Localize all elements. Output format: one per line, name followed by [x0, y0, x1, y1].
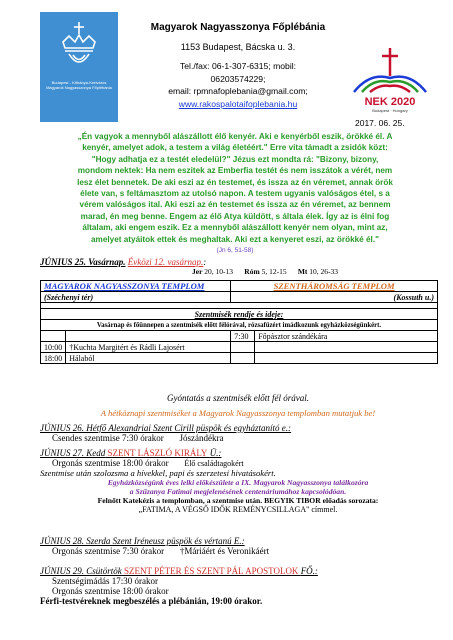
notes [40, 393, 436, 418]
verse-line: általam, aki engem eszik. Ez a mennyből alászállott kenyér nem olyan, mint az, [82, 223, 388, 233]
day-title: JÚNIUS 26. Hétfő Alexandriai Szent Cirill püspök és egyháztanító e.: [40, 423, 292, 433]
parish-header [128, 22, 348, 110]
table-row: 7:30 Főpásztor szándékára [41, 331, 438, 342]
nek-title: NEK 2020 [364, 96, 416, 108]
note-line: „FATIMA, A VÉGSŐ IDŐK REMÉNYCSILLAGA" címmel. [138, 505, 338, 514]
table-row: 18:00 Hálaból [41, 353, 438, 364]
weekday-note: A hétköznapi szentmiséket a Magyarok Nagyasszonya templomban mutatjuk be! [100, 408, 376, 418]
mass-line: Orgonás szentmise 7:30 órakor †Máriáért és Veronikáért [52, 546, 270, 556]
verse-line: marad, én meg benne. Engem az élő Atya küldött, s általa élek. Így az is élni fog [80, 211, 390, 221]
schedule-table-wrap [40, 280, 436, 364]
verse-line: vérem valóságos ital. Aki eszi az én testemet és issza az én véremet, az bennem [79, 200, 391, 210]
day-june-26 [40, 423, 436, 443]
verse-line: "Hogy adhatja ez a testét eledelül?" Jézus ezt mondta rá: "Bizony, bizony, [91, 154, 379, 164]
church-left: MAGYAROK NAGYASSZONYA TEMPLOM [41, 281, 231, 292]
order-title: Szentmisék rendje és ideje: [41, 309, 438, 320]
day-title: JÚNIUS 29. Csütörtök SZENT PÉTER ÉS SZENT PÁL APOSTOLOK FŐ.: [40, 566, 318, 576]
phone-line: Tel./fax: 06-1-307-6315; mobil: [179, 61, 297, 71]
bulletin-date: 2017. 06. 25. [355, 118, 405, 128]
parish-address: 1153 Budapest, Bácska u. 3. [180, 42, 296, 52]
table-row: 10:00 †Kuchta Margitért és Rádli Lajosért [41, 342, 438, 353]
verse-line: amelyet atyáitok ettek és meghaltak. Aki ezt a kenyeret eszi, az örökké él." [90, 234, 379, 244]
day-title: JÚNIUS 27. Kedd SZENT LÁSZLÓ KIRÁLY Ü.: [40, 448, 222, 458]
mass-line: Szentségimádás 17:30 órakor [52, 576, 158, 586]
rosary-note: Vasárnap és főünnepen a szentmisék előtt félórával, rózsafüzért imádkozunk egyházközségünkért. [41, 320, 438, 331]
verse-line: lesz élet bennetek. De aki eszi az én testemet, és issza az én véremet, annak örök [77, 177, 393, 187]
mass-schedule-table [40, 280, 438, 364]
note-line: Egyházközségünk éves lelki előkészülete a IX. Magyarok Nagyasszonya találkozóra [107, 478, 369, 487]
day-title: JÚNIUS 28. Szerda Szent Iréneusz püspök és vértanú E.: [40, 536, 245, 546]
note-line: Felnőtt Katekézis a templomban, a szentmise után. BEGYIK TIBOR előadás sorozata: [97, 496, 379, 505]
sunday-feast: Évközi 12. vasárnap. [127, 257, 204, 267]
mass-line: Orgonás szentmise 18:00 órakor [52, 586, 169, 596]
day-june-28 [40, 536, 436, 556]
parish-logo [40, 12, 118, 122]
church-right: SZENTHÁROMSÁG TEMPLOM [231, 281, 438, 292]
note-line: a Szűzanya Fatimai megjelenésének centenáriumához kapcsolódóan. [129, 487, 347, 496]
day-june-27 [40, 448, 436, 514]
verse-reference: (Jn 6, 51-58) [216, 247, 254, 255]
crown-cross-emblem-icon [51, 18, 107, 74]
nek-logo [348, 46, 432, 112]
note-line: Férfi-testvéreknek megbeszélés a plébánián, 19:00 órakor. [40, 596, 263, 606]
parish-title: Magyarok Nagyasszonya Főplébánia [150, 22, 326, 33]
verse-line: „Én vagyok a mennyből alászállott élő kenyér. Aki e kenyérből eszik, örökké él. A [77, 132, 393, 141]
nek-subtitle: Budapest · Hungary [372, 108, 408, 113]
confession-note: Gyóntatás a szentmisék előtt fél órával. [167, 393, 309, 403]
sunday-date: JÚNIUS 25. Vasárnap. [40, 257, 126, 267]
verse-line: mondom nektek: Ha nem eszitek az Emberfia testét és nem isszátok a vérét, nem [77, 166, 393, 176]
nek-cross-icon [348, 46, 432, 96]
readings-line: Jer 20, 10-13 Róm 5, 12-15 Mt 10, 26-33 [192, 267, 339, 276]
mass-line: Csendes szentmise 7:30 órakor Jószándékra [52, 433, 224, 443]
website-link[interactable]: www.rakospalotaifoplebania.hu [178, 98, 298, 109]
sunday-heading: JÚNIUS 25. Vasárnap. Évközi 12. vasárnap.: Jer 20, 10-13 Róm 5, 12-15 Mt 10, 26-33 [40, 257, 436, 276]
note-line: Szentmise után szolozsma a hívekkel, papi és szerzetesi hivatásokért. [40, 468, 276, 478]
verse-line: kenyér, amelyet adok, a testem a világ életéért." Erre vita támadt a zsidók közt: [82, 143, 388, 153]
verse-line: élete van, s feltámasztom az utolsó napon. A testem ugyanis valóságos étel, s a [80, 189, 390, 199]
mass-line: Orgonás szentmise 18:00 órakor Élő családtagokért [52, 458, 244, 468]
email-line: email: rpmnafoplebania@gmail.com; [168, 86, 308, 96]
location-left: (Széchenyi tér) [41, 292, 231, 303]
mobile-line: 06203574229; [210, 73, 266, 84]
contact-block [128, 60, 348, 110]
location-right: (Kossuth u.) [231, 292, 438, 303]
logo-caption: Budapest - Kőbánya-Kertváros Magyarok Nagyasszonya Főplébánia [46, 80, 112, 90]
day-june-29 [40, 566, 436, 606]
gospel-verse [36, 131, 434, 256]
